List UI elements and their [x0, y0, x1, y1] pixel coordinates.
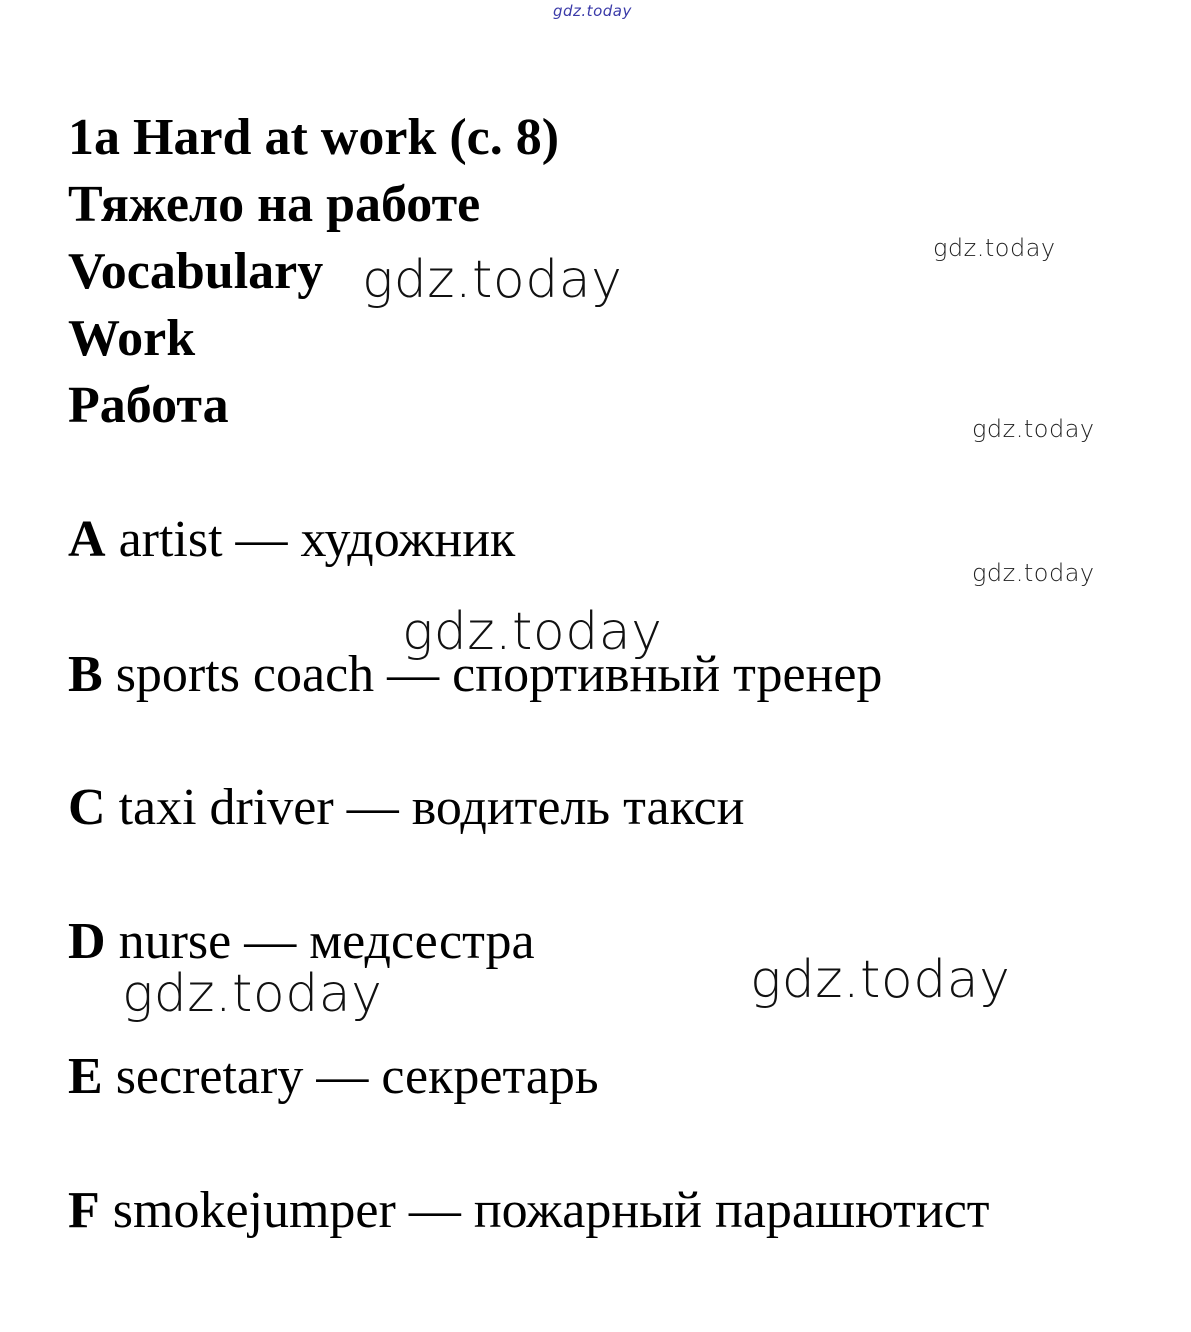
watermark: gdz.today — [972, 415, 1095, 443]
section-vocabulary: Vocabulary — [68, 243, 324, 300]
vocab-entry-c — [68, 778, 744, 838]
vocab-entry-a — [68, 510, 515, 570]
entry-letter: B — [68, 646, 103, 703]
topic-work: Work — [68, 310, 196, 367]
entry-text: artist — художник — [105, 511, 516, 568]
entry-letter: C — [68, 779, 106, 836]
watermark: gdz.today — [122, 964, 383, 1024]
entry-letter: A — [68, 511, 106, 568]
entry-text: nurse — медсестра — [105, 913, 535, 970]
lesson-title-translation: Тяжело на работе — [68, 176, 481, 233]
entry-letter: F — [68, 1182, 100, 1239]
watermark: gdz.today — [362, 250, 623, 310]
watermark: gdz.today — [750, 950, 1011, 1010]
topic-work-translation: Работа — [68, 377, 229, 434]
entry-letter: D — [68, 913, 106, 970]
vocab-entry-f — [68, 1181, 990, 1241]
vocab-entry-e — [68, 1047, 599, 1107]
entry-text: taxi driver — водитель такси — [105, 779, 745, 836]
watermark-top: gdz.today — [553, 2, 632, 20]
entry-letter: E — [68, 1048, 103, 1105]
entry-text: secretary — секретарь — [102, 1048, 599, 1105]
vocab-entry-d — [68, 912, 535, 972]
lesson-title: 1a Hard at work (c. 8) — [68, 109, 560, 166]
watermark: gdz.today — [402, 602, 663, 662]
entry-text: sports coach — спортивный тренер — [102, 646, 883, 703]
entry-text: smokejumper — пожарный парашютист — [99, 1182, 990, 1239]
watermark: gdz.today — [933, 234, 1056, 262]
watermark: gdz.today — [972, 559, 1095, 587]
